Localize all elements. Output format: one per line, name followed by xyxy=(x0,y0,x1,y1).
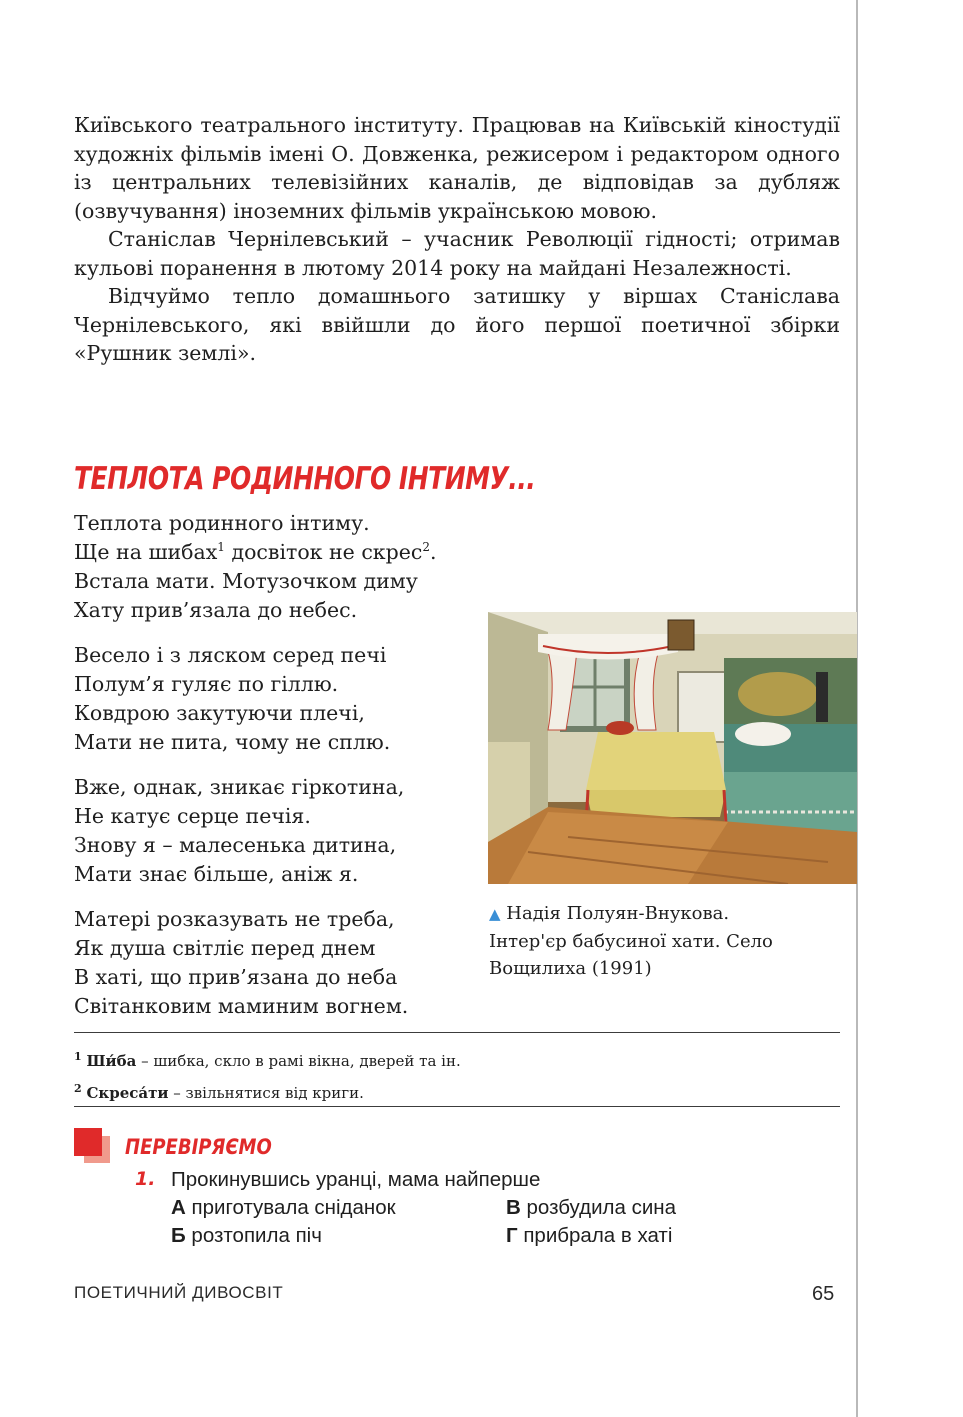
paragraph: Київського театрального інституту. Працював на Київській кіностудії художніх фільмів імені О. Довженка, режисером і редактором одного із центральних телевізійних каналів, де відповідав за дубляж (озвучування) іноземних фільмів українською мовою. xyxy=(74,113,840,223)
poem-line: Весело і з ляском серед печі xyxy=(74,643,387,667)
poem-line xyxy=(74,538,494,567)
section-square-icon xyxy=(74,1128,112,1164)
poem-line: Полум’я гуляє по гіллю. xyxy=(74,672,339,696)
paragraph: Відчуймо тепло домашнього затишку у віршах Станіслава Чернілевського, які ввійшли до його першої поетичної збірки «Рушник землі». xyxy=(74,284,840,365)
stanza xyxy=(74,905,494,1021)
painting-illustration xyxy=(488,612,857,884)
poem-line-part: . xyxy=(430,540,437,564)
poem-line: Хату прив’язала до небес. xyxy=(74,598,358,622)
answer-option-a[interactable] xyxy=(171,1196,396,1220)
answer-option-b[interactable] xyxy=(171,1224,322,1248)
stanza xyxy=(74,509,494,625)
poem-line: Як душа світліє перед днем xyxy=(74,936,376,960)
footnote xyxy=(74,1075,461,1107)
painting-caption xyxy=(489,900,819,982)
poem-line: Вже, однак, зникає гіркотина, xyxy=(74,775,405,799)
footnote-number: 2 xyxy=(74,1082,82,1095)
biography-text xyxy=(74,111,840,368)
poem-line: Знову я – малесенька дитина, xyxy=(74,833,397,857)
paragraph: Станіслав Чернілевський – учасник Революції гідності; отримав кульові поранення в лютому 2014 року на майдані Незалежності. xyxy=(74,227,840,280)
section-title: ПЕРЕВІРЯЄМО xyxy=(125,1135,272,1161)
option-text: прибрала в хаті xyxy=(517,1224,673,1247)
poem-line: Не катує серце печія. xyxy=(74,804,311,828)
painting-image xyxy=(488,612,857,884)
footnotes xyxy=(74,1043,461,1107)
answer-option-v[interactable] xyxy=(506,1196,676,1220)
option-letter: Б xyxy=(171,1224,186,1247)
footnote-definition: – шибка, скло в рамі вікна, дверей та ін. xyxy=(136,1052,461,1070)
footnote-ref: 2 xyxy=(422,540,430,555)
poem-line: Ковдрою закутуючи плечі, xyxy=(74,701,365,725)
poem-line-part: Ще на шибах xyxy=(74,540,218,564)
option-text: розбудила сина xyxy=(520,1196,677,1219)
caption-text: Надія Полуян-Внукова. xyxy=(506,903,730,924)
triangle-up-icon: ▲ xyxy=(489,905,501,923)
caption-line xyxy=(489,900,819,928)
poem-title: ТЕПЛОТА РОДИННОГО ІНТИМУ... xyxy=(74,460,536,497)
answer-option-h[interactable] xyxy=(506,1224,672,1248)
option-letter: В xyxy=(506,1196,521,1219)
stanza xyxy=(74,773,494,889)
poem-line: Мати знає більше, аніж я. xyxy=(74,862,359,886)
poem-line: Встала мати. Мотузочком диму xyxy=(74,569,418,593)
footnote-term: Ши́ба xyxy=(86,1052,137,1070)
footnote-bottom-rule xyxy=(74,1106,840,1107)
question-text: Прокинувшись уранці, мама найперше xyxy=(171,1168,541,1191)
poem-line: В хаті, що прив’язана до неба xyxy=(74,965,398,989)
footnote-term: Скреса́ти xyxy=(86,1084,169,1102)
option-letter: Г xyxy=(506,1224,518,1247)
page-number: 65 xyxy=(812,1283,835,1305)
poem-line: Мати не пита, чому не сплю. xyxy=(74,730,391,754)
option-text: розтопила піч xyxy=(185,1224,322,1247)
poem-line-part: досвіток не скрес xyxy=(224,540,423,564)
poem-line: Світанковим маминим вогнем. xyxy=(74,994,409,1018)
caption-line: Інтер'єр бабусиної хати. Село xyxy=(489,931,773,952)
footnote-definition: – звільнятися від криги. xyxy=(168,1084,364,1102)
footnote-ref: 1 xyxy=(217,540,225,555)
footnote-number: 1 xyxy=(74,1050,82,1063)
poem-body xyxy=(74,509,494,1037)
poem-line: Матері розказувать не треба, xyxy=(74,907,395,931)
option-text: приготувала сніданок xyxy=(185,1196,396,1219)
poem-line: Теплота родинного інтиму. xyxy=(74,511,370,535)
footnote xyxy=(74,1043,461,1075)
option-letter: А xyxy=(171,1196,186,1219)
question-number: 1. xyxy=(135,1168,156,1190)
footnote-top-rule xyxy=(74,1032,840,1033)
stanza xyxy=(74,641,494,757)
caption-line: Вощилиха (1991) xyxy=(489,958,652,979)
footer-section-name: ПОЕТИЧНИЙ ДИВОСВІТ xyxy=(74,1283,284,1302)
